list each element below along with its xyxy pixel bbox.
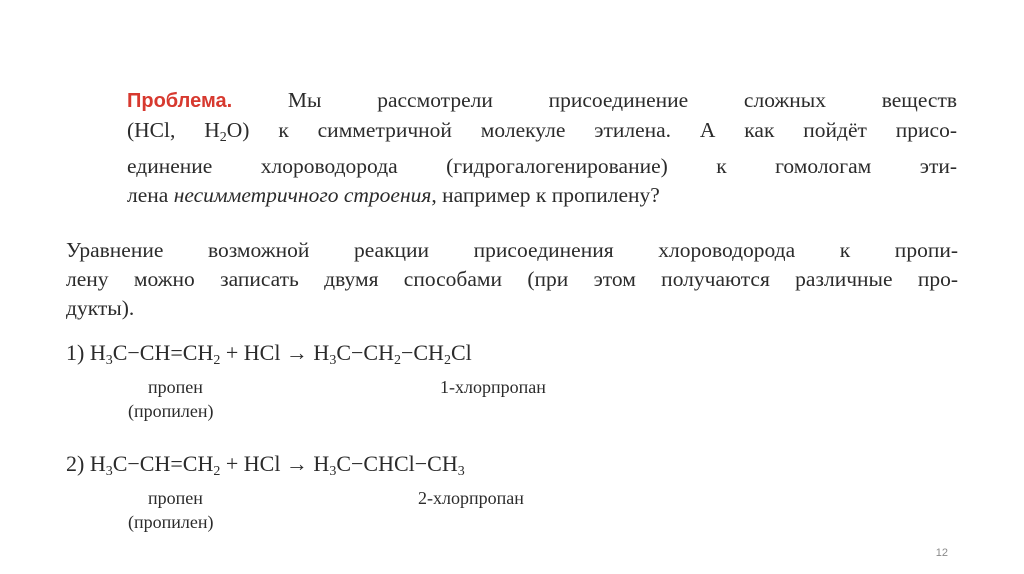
subscript: 2 bbox=[443, 353, 451, 368]
formula-text: Cl bbox=[450, 340, 472, 365]
equation-1 bbox=[66, 340, 472, 369]
formula-text: H bbox=[89, 340, 106, 365]
paragraph-line: дукты). bbox=[66, 296, 135, 320]
problem-line bbox=[127, 116, 957, 152]
equation-number: 1) bbox=[66, 340, 85, 365]
subscript: 2 bbox=[393, 353, 401, 368]
problem-text: O) к симметричной молекуле этилена. А как пойдёт присо- bbox=[226, 118, 957, 142]
problem-text: , например к пропилену? bbox=[431, 183, 660, 207]
formula-text: C−CH=CH bbox=[112, 451, 214, 476]
subscript: 3 bbox=[329, 353, 337, 368]
formula-text: −CH bbox=[400, 340, 444, 365]
subscript: 2 bbox=[213, 464, 221, 479]
reactant-name: пропен bbox=[148, 377, 203, 397]
subscript: 2 bbox=[213, 353, 221, 368]
emphasis-text: несимметричного строения bbox=[173, 183, 432, 207]
subscript: 3 bbox=[105, 464, 113, 479]
problem-text: (HCl, H bbox=[127, 118, 220, 142]
page-number: 12 bbox=[935, 547, 948, 559]
paragraph-line: Уравнение возможной реакции присоединения хлороводорода к пропи- bbox=[66, 238, 958, 262]
product-name: 2-хлорпропан bbox=[418, 488, 524, 508]
problem-line bbox=[127, 86, 957, 116]
equation-number: 2) bbox=[66, 451, 85, 476]
product-name: 1-хлорпропан bbox=[440, 377, 546, 397]
problem-line: единение хлороводорода (гидрогалогенирование) к гомологам эти- bbox=[127, 154, 957, 178]
reactant-alt-name: (пропилен) bbox=[128, 512, 214, 532]
formula-text: H bbox=[89, 451, 106, 476]
problem-text: Мы рассмотрели присоединение сложных веществ bbox=[287, 88, 957, 112]
subscript: 3 bbox=[457, 464, 465, 479]
equation-2 bbox=[66, 451, 465, 480]
problem-line bbox=[127, 181, 957, 210]
problem-statement bbox=[127, 86, 957, 210]
reactant-name: пропен bbox=[148, 488, 203, 508]
body-paragraph bbox=[66, 236, 958, 323]
subscript: 3 bbox=[105, 353, 113, 368]
formula-text: C−CH bbox=[336, 340, 394, 365]
formula-text: C−CH=CH bbox=[112, 340, 214, 365]
subscript: 2 bbox=[219, 130, 227, 145]
reactant-alt-name: (пропилен) bbox=[128, 401, 214, 421]
formula-text: + HCl → H bbox=[220, 340, 330, 365]
problem-text: лена bbox=[127, 183, 174, 207]
paragraph-line: лену можно записать двумя способами (при этом получаются различные про- bbox=[66, 267, 958, 291]
subscript: 3 bbox=[329, 464, 337, 479]
formula-text: C−CHCl−CH bbox=[336, 451, 458, 476]
formula-text: + HCl → H bbox=[220, 451, 330, 476]
problem-label: Проблема. bbox=[127, 90, 233, 112]
